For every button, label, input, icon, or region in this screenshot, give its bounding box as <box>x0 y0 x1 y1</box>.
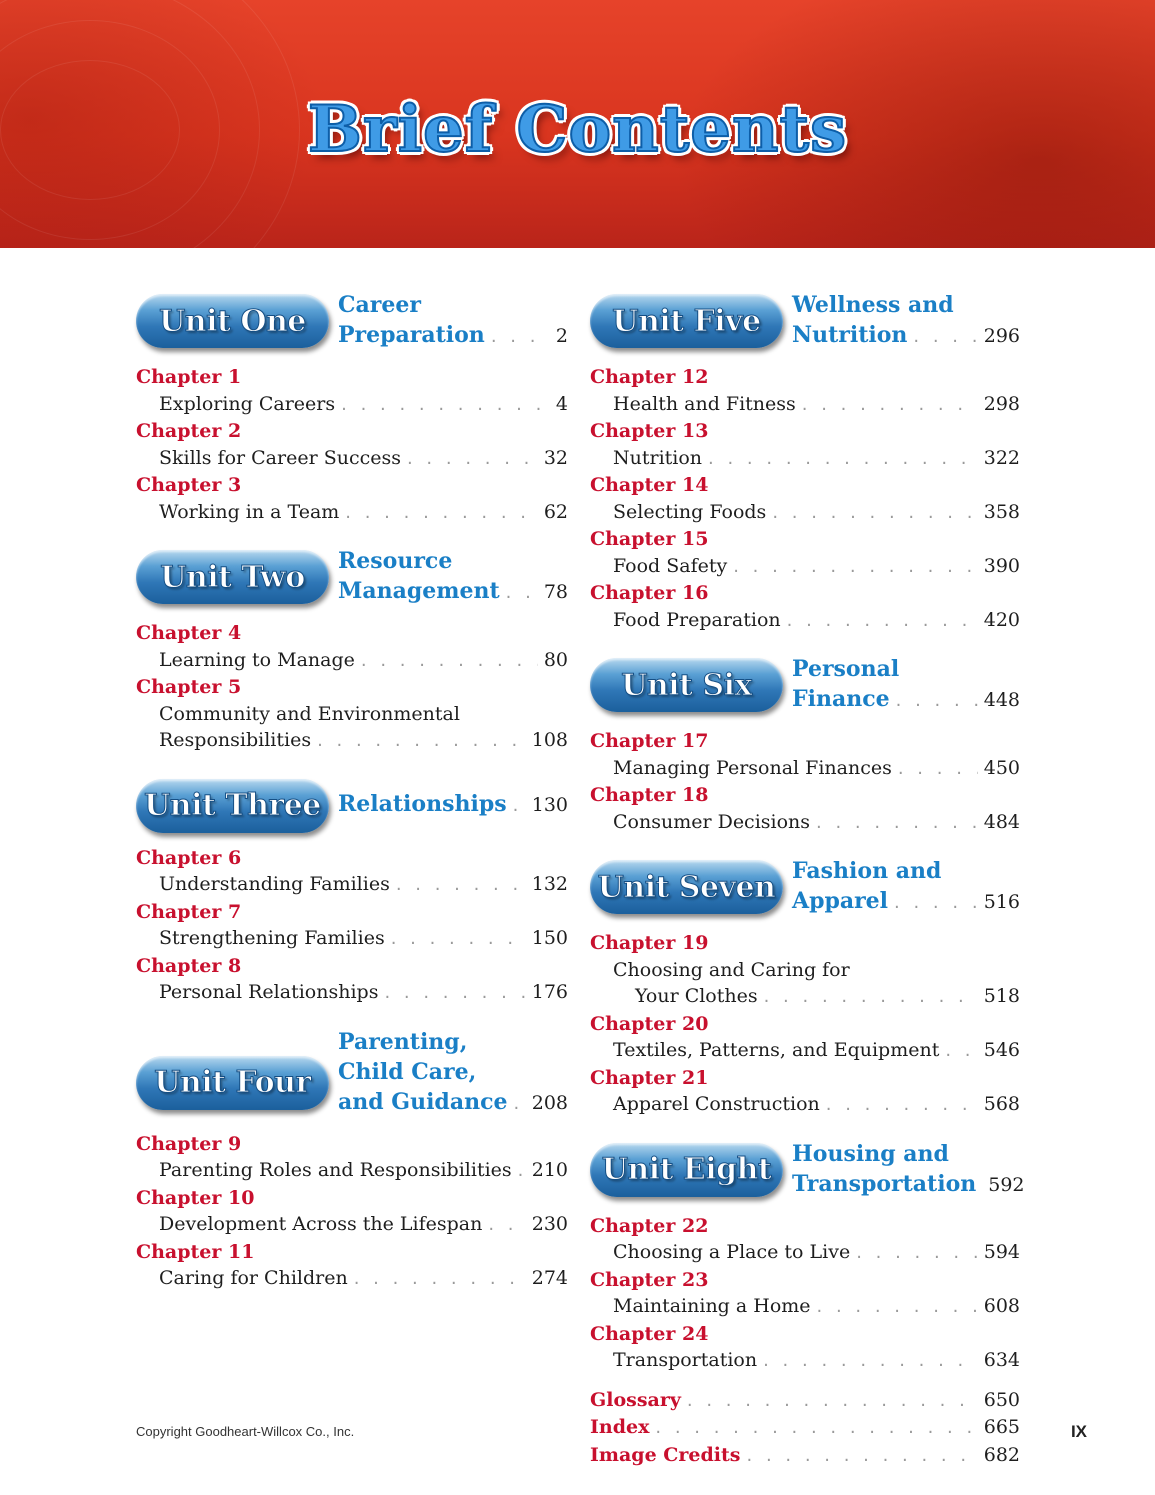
chapter-page-number: 32 <box>543 446 568 469</box>
chapter-title: Food Safety <box>613 554 728 577</box>
chapter-label[interactable]: Chapter 20 <box>590 1012 709 1035</box>
dot-leader <box>733 554 978 581</box>
chapter-entry[interactable] <box>590 391 1020 419</box>
unit-badge[interactable]: Unit Five <box>590 294 783 348</box>
dot-leader <box>506 578 538 608</box>
dot-leader <box>913 322 977 352</box>
chapter-page-number: 634 <box>983 1349 1020 1371</box>
dot-leader <box>708 446 978 473</box>
chapter-label[interactable]: Chapter 7 <box>136 900 242 923</box>
chapter-title: Personal Relationships <box>159 981 379 1003</box>
unit-heading[interactable] <box>590 654 1020 728</box>
chapter-page-number: 230 <box>531 1213 568 1235</box>
unit-badge[interactable]: Unit Four <box>136 1056 329 1110</box>
chapter-entry[interactable] <box>136 391 568 419</box>
chapter-title: Your Clothes <box>635 985 758 1007</box>
dot-leader <box>345 500 538 527</box>
dot-leader <box>407 446 538 473</box>
chapter-label[interactable]: Chapter 8 <box>136 954 242 977</box>
chapter-entry[interactable] <box>590 553 1020 581</box>
unit-title-row <box>792 886 1020 918</box>
chapter-entry[interactable] <box>136 925 568 953</box>
chapter-entry[interactable] <box>590 445 1020 473</box>
chapter-page-number: 80 <box>543 648 568 671</box>
chapter-title: Consumer Decisions <box>613 810 811 833</box>
chapter-title: Health and Fitness <box>613 392 796 415</box>
chapter-label[interactable]: Chapter 13 <box>590 420 709 442</box>
chapter-label[interactable]: Chapter 17 <box>590 730 709 752</box>
unit-heading[interactable] <box>136 546 568 620</box>
dot-leader <box>787 608 978 635</box>
unit-page-number: 2 <box>555 325 568 347</box>
back-matter-page-number: 665 <box>983 1416 1020 1438</box>
chapter-title: Development Across the Lifespan <box>159 1213 483 1235</box>
chapter-entry[interactable] <box>136 871 568 899</box>
chapter-page-number: 298 <box>983 392 1020 415</box>
unit-title-text: Management <box>338 578 500 604</box>
chapter-entry[interactable] <box>136 1211 568 1239</box>
unit-page-number: 296 <box>983 325 1020 347</box>
toc-left-column <box>136 290 568 1313</box>
chapter-page-number: 390 <box>983 554 1020 577</box>
chapter-page-number: 420 <box>983 608 1020 631</box>
chapter-label[interactable]: Chapter 11 <box>136 1240 255 1263</box>
back-matter-label: Index <box>590 1416 650 1438</box>
unit-title-row <box>792 320 1020 352</box>
chapter-entry[interactable] <box>136 445 568 473</box>
unit-title-text: Child Care, <box>338 1058 477 1085</box>
unit-heading[interactable] <box>590 856 1020 930</box>
chapter-entry[interactable] <box>590 1091 1020 1119</box>
unit-title-text: Parenting, <box>338 1028 468 1055</box>
chapter-label[interactable]: Chapter 12 <box>590 366 709 388</box>
chapter-label[interactable]: Chapter 9 <box>136 1132 242 1155</box>
chapter-label[interactable]: Chapter 4 <box>136 622 242 644</box>
chapter-list <box>136 845 568 1007</box>
toc-right-column <box>590 290 1025 1469</box>
unit-title-text: Relationships <box>338 790 507 817</box>
chapter-page-number: 132 <box>531 873 568 895</box>
chapter-page-number: 518 <box>983 985 1020 1007</box>
back-matter-list <box>590 1387 1020 1470</box>
unit-title[interactable] <box>338 789 568 821</box>
unit-page-number: 448 <box>983 689 1020 711</box>
chapter-title: Managing Personal Finances <box>613 756 892 779</box>
chapter-entry[interactable] <box>136 979 568 1007</box>
unit-title-row <box>792 1169 1025 1201</box>
chapter-title: Maintaining a Home <box>613 1295 811 1317</box>
dot-leader <box>391 926 526 953</box>
dot-leader <box>764 984 978 1011</box>
chapter-label[interactable]: Chapter 18 <box>590 784 709 806</box>
unit-title-text: Resource <box>338 548 453 574</box>
chapter-entry[interactable] <box>136 499 568 527</box>
chapter-label[interactable]: Chapter 1 <box>136 366 242 388</box>
unit-heading[interactable] <box>590 290 1020 364</box>
dot-leader <box>816 810 978 837</box>
dot-leader <box>354 1266 526 1293</box>
unit-page-number: 516 <box>983 891 1020 913</box>
chapter-entry[interactable] <box>590 1347 1020 1375</box>
chapter-title: Nutrition <box>613 446 703 469</box>
back-matter-entry[interactable] <box>590 1387 1020 1415</box>
chapter-label[interactable]: Chapter 21 <box>590 1066 709 1089</box>
dot-leader <box>894 888 978 918</box>
unit-title[interactable] <box>338 546 568 608</box>
dot-leader <box>896 686 978 716</box>
unit-title-text: and Guidance <box>338 1088 508 1115</box>
dot-leader <box>772 500 977 527</box>
chapter-list <box>590 930 1020 1119</box>
chapter-title: Exploring Careers <box>159 392 336 415</box>
back-matter-label: Image Credits <box>590 1443 741 1466</box>
unit-page-number: 208 <box>531 1091 568 1114</box>
dot-leader <box>491 322 550 352</box>
unit-heading[interactable] <box>136 290 568 364</box>
dot-leader <box>518 1158 526 1185</box>
dot-leader <box>747 1443 978 1470</box>
chapter-label[interactable]: Chapter 3 <box>136 474 242 496</box>
unit-title[interactable] <box>338 1027 568 1119</box>
chapter-list <box>590 728 1020 836</box>
unit-title-text: Preparation <box>338 322 485 348</box>
dot-leader <box>763 1348 978 1375</box>
chapter-entry[interactable] <box>590 809 1020 837</box>
unit-title[interactable] <box>792 290 1020 352</box>
dot-leader <box>361 648 538 675</box>
chapter-label[interactable]: Chapter 22 <box>590 1214 709 1237</box>
chapter-page-number: 4 <box>555 392 568 415</box>
chapter-title: Working in a Team <box>159 500 340 523</box>
dot-leader <box>687 1388 978 1415</box>
unit-title-text: Finance <box>792 686 890 712</box>
chapter-entry[interactable] <box>136 727 568 755</box>
chapter-page-number: 450 <box>983 756 1020 779</box>
chapter-title: Apparel Construction <box>613 1093 820 1115</box>
chapter-list <box>590 364 1020 634</box>
chapter-page-number: 210 <box>531 1159 568 1181</box>
chapter-entry[interactable] <box>590 1293 1020 1321</box>
back-matter-label: Glossary <box>590 1388 681 1411</box>
unit-title-row <box>338 576 568 608</box>
dot-leader <box>341 392 550 419</box>
unit-title-row <box>338 320 568 352</box>
unit-title[interactable] <box>792 654 1020 716</box>
chapter-label[interactable]: Chapter 14 <box>590 474 709 496</box>
chapter-title: Parenting Roles and Responsibilities <box>159 1159 512 1181</box>
chapter-label[interactable]: Chapter 2 <box>136 420 242 442</box>
unit-title[interactable] <box>338 290 568 352</box>
chapter-label[interactable]: Chapter 16 <box>590 582 709 604</box>
chapter-entry[interactable] <box>590 607 1020 635</box>
chapter-title: Understanding Families <box>159 873 390 895</box>
back-matter-entry[interactable] <box>590 1442 1020 1470</box>
dot-leader <box>826 1092 978 1119</box>
chapter-title-line[interactable]: Choosing and Caring for <box>613 958 850 981</box>
chapter-page-number: 594 <box>983 1241 1020 1263</box>
chapter-title: Learning to Manage <box>159 648 355 671</box>
unit-title-text: Wellness and <box>792 292 954 318</box>
unit-heading[interactable] <box>136 775 568 845</box>
unit-title-row <box>792 684 1020 716</box>
chapter-page-number: 484 <box>983 810 1020 833</box>
unit-title-row <box>338 789 568 821</box>
unit-title-text: Career <box>338 292 421 318</box>
unit-badge[interactable]: Unit Eight <box>590 1143 783 1197</box>
chapter-list <box>136 364 568 526</box>
back-matter-page-number: 650 <box>983 1388 1020 1411</box>
unit-heading[interactable] <box>590 1139 1025 1213</box>
chapter-entry[interactable] <box>136 1157 568 1185</box>
chapter-title: Caring for Children <box>159 1267 348 1289</box>
chapter-label[interactable]: Chapter 23 <box>590 1268 709 1291</box>
chapter-label[interactable]: Chapter 6 <box>136 846 242 869</box>
chapter-entry[interactable] <box>136 647 568 675</box>
dot-leader <box>384 980 525 1007</box>
unit-page-number: 130 <box>531 793 568 816</box>
chapter-title: Selecting Foods <box>613 500 767 523</box>
chapter-page-number: 176 <box>531 981 568 1003</box>
unit-title[interactable] <box>792 1139 1025 1201</box>
copyright-notice: Copyright Goodheart-Willcox Co., Inc. <box>136 1424 355 1439</box>
page-number: IX <box>1070 1422 1087 1441</box>
chapter-title: Responsibilities <box>159 729 312 751</box>
chapter-page-number: 546 <box>983 1039 1020 1061</box>
chapter-page-number: 108 <box>531 729 568 751</box>
chapter-title: Textiles, Patterns, and Equipment <box>613 1039 940 1061</box>
dot-leader <box>945 1038 977 1065</box>
dot-leader <box>802 392 978 419</box>
page-title: Brief Contents <box>307 92 848 167</box>
unit-title-text: Housing and <box>792 1140 949 1167</box>
unit-badge[interactable]: Unit Six <box>590 658 783 712</box>
unit-badge[interactable]: Unit One <box>136 294 329 348</box>
chapter-page-number: 568 <box>983 1093 1020 1115</box>
chapter-page-number: 150 <box>531 927 568 949</box>
chapter-page-number: 358 <box>983 500 1020 523</box>
unit-title-text: Apparel <box>792 888 889 914</box>
unit-badge[interactable]: Unit Three <box>136 779 329 833</box>
dot-leader <box>817 1294 978 1321</box>
dot-leader <box>513 791 526 821</box>
chapter-title: Skills for Career Success <box>159 446 401 469</box>
chapter-label[interactable]: Chapter 5 <box>136 676 242 698</box>
chapter-label[interactable]: Chapter 19 <box>590 932 709 954</box>
unit-title-text: Transportation <box>792 1170 977 1197</box>
dot-leader <box>513 1089 525 1119</box>
unit-badge[interactable]: Unit Seven <box>590 860 783 914</box>
chapter-page-number: 322 <box>983 446 1020 469</box>
chapter-entry[interactable] <box>136 1265 568 1293</box>
dot-leader <box>655 1415 977 1442</box>
dot-leader <box>396 872 526 899</box>
chapter-entry[interactable] <box>590 755 1020 783</box>
header-banner <box>0 0 1155 248</box>
chapter-entry[interactable] <box>590 1037 1020 1065</box>
unit-badge[interactable]: Unit Two <box>136 550 329 604</box>
chapter-entry[interactable] <box>590 1239 1020 1267</box>
chapter-title: Transportation <box>613 1349 758 1371</box>
chapter-list <box>136 1131 568 1293</box>
unit-title-text: Personal <box>792 656 900 682</box>
chapter-entry[interactable] <box>590 499 1020 527</box>
dot-leader <box>898 756 978 783</box>
chapter-list <box>590 1213 1020 1375</box>
unit-heading[interactable] <box>136 1027 568 1131</box>
chapter-title: Strengthening Families <box>159 927 385 949</box>
chapter-title: Food Preparation <box>613 608 781 631</box>
chapter-list <box>136 620 568 755</box>
unit-page-number: 78 <box>543 581 568 603</box>
chapter-label[interactable]: Chapter 15 <box>590 528 709 550</box>
unit-title[interactable] <box>792 856 1020 918</box>
unit-title-row <box>338 1087 568 1119</box>
chapter-label[interactable]: Chapter 10 <box>136 1186 255 1209</box>
chapter-label[interactable]: Chapter 24 <box>590 1322 709 1345</box>
chapter-page-number: 274 <box>531 1267 568 1289</box>
back-matter-page-number: 682 <box>983 1443 1020 1466</box>
chapter-page-number: 62 <box>543 500 568 523</box>
dot-leader <box>488 1212 525 1239</box>
dot-leader <box>317 728 526 755</box>
chapter-title-line[interactable]: Community and Environmental <box>159 702 460 725</box>
chapter-page-number: 608 <box>983 1295 1020 1317</box>
chapter-title: Choosing a Place to Live <box>613 1241 851 1263</box>
unit-page-number: 592 <box>988 1173 1025 1196</box>
chapter-entry[interactable] <box>590 983 1020 1011</box>
dot-leader <box>856 1240 978 1267</box>
unit-title-text: Fashion and <box>792 858 942 884</box>
unit-title-text: Nutrition <box>792 322 908 348</box>
back-matter-entry[interactable] <box>590 1414 1020 1442</box>
